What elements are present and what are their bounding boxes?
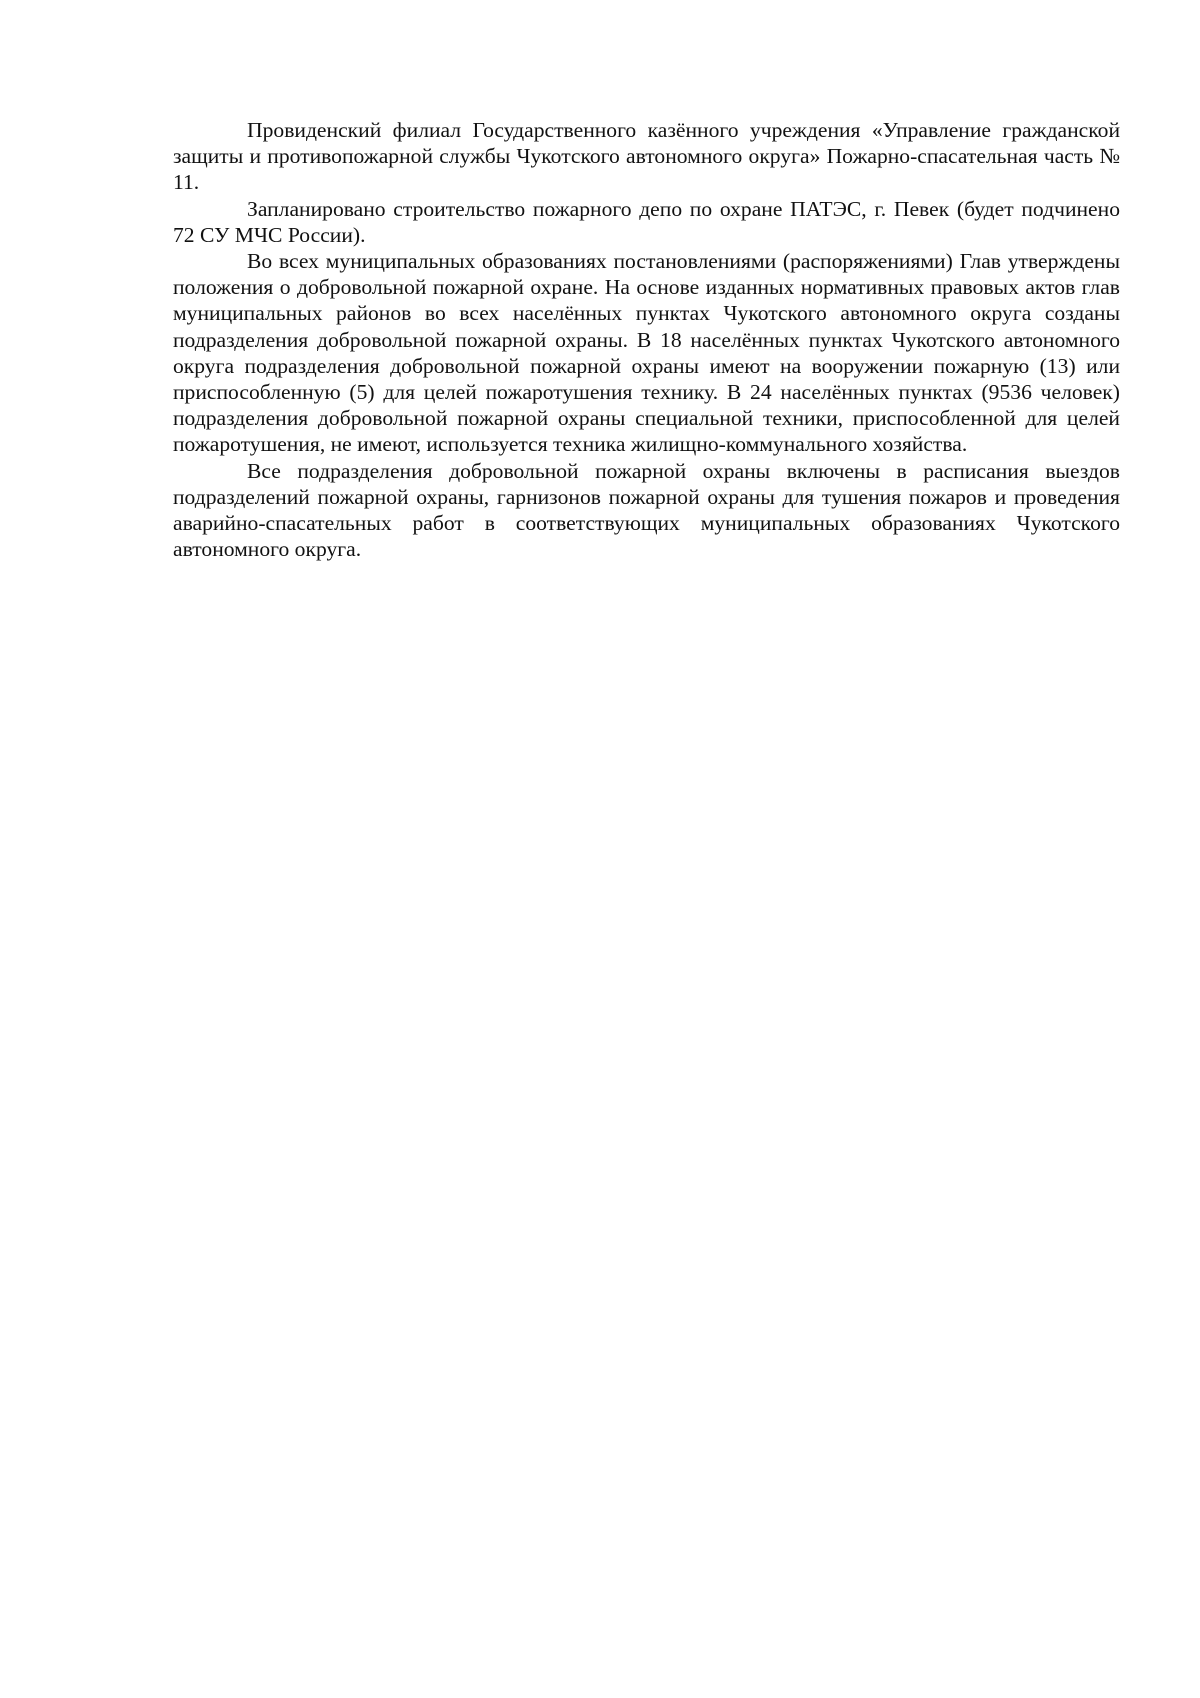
paragraph-planned-fire-depot: Запланировано строительство пожарного депо по охране ПАТЭС, г. Певек (будет подчинено 72 СУ МЧС России). [173,196,1120,247]
paragraph-volunteer-fire-protection: Во всех муниципальных образованиях постановлениями (распоряжениями) Глав утверждены положения о добровольной пожарной охране. На основе изданных нормативных правовых актов глав муниципальных районов во всех населённых пунктах Чукотского автономного округа созданы подразделения добровольной пожарной охраны. В 18 населённых пунктах Чукотского автономного округа подразделения добровольной пожарной охраны имеют на вооружении пожарную (13) или приспособленную (5) для целей пожаротушения технику. В 24 населённых пунктах (9536 человек) подразделения добровольной пожарной охраны специальной техники, приспособленной для целей пожаротушения, не имеют, используется техника жилищно-коммунального хозяйства. [173,249,1120,457]
document-body [173,117,1120,562]
paragraph-dispatch-schedules: Все подразделения добровольной пожарной охраны включены в расписания выездов подразделений пожарной охраны, гарнизонов пожарной охраны для тушения пожаров и проведения аварийно-спасательных работ в соответствующих муниципальных образованиях Чукотского автономного округа. [173,458,1120,562]
paragraph-fire-station-branch: Провиденский филиал Государственного казённого учреждения «Управление гражданской защиты и противопожарной службы Чукотского автономного округа» Пожарно-спасательная часть № 11. [173,118,1120,195]
